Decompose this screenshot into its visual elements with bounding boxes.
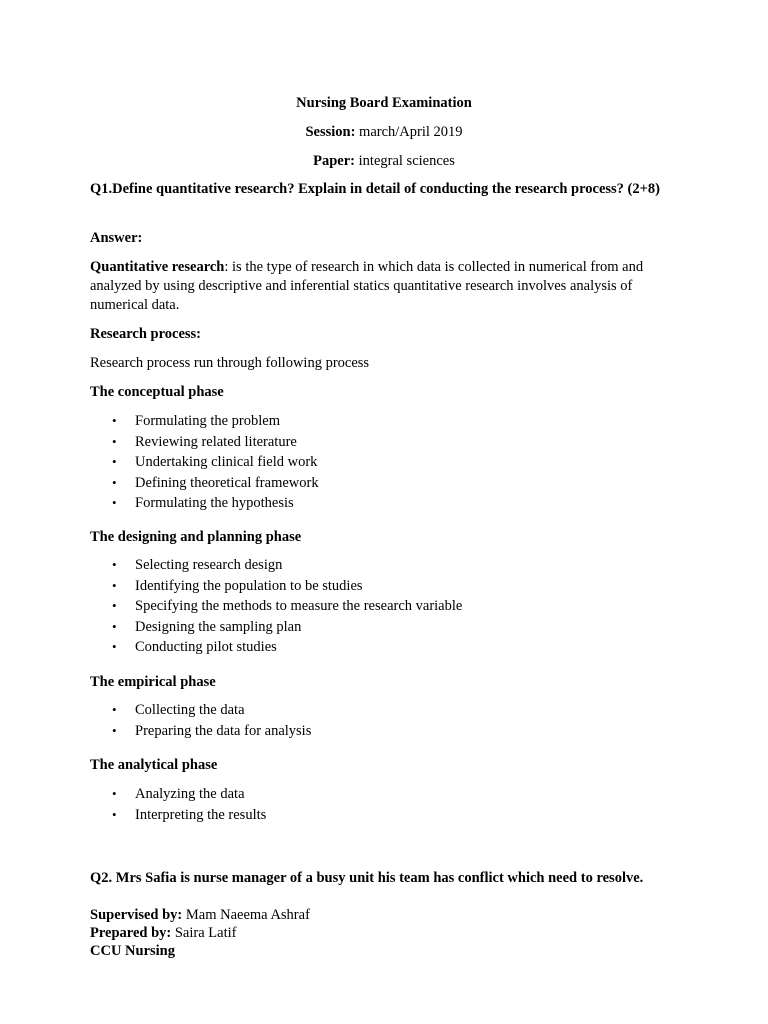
list-item: • Designing the sampling plan [90,617,690,638]
list-item: • Identifying the population to be studies [90,576,690,597]
bullet-icon: • [112,722,117,738]
session-value: march/April 2019 [355,124,463,140]
prepared-value: Saira Latif [171,925,237,941]
bullet-icon: • [112,433,117,449]
supervised-value: Mam Naeema Ashraf [182,907,310,923]
bullet-icon: • [112,639,117,655]
list-item: • Formulating the hypothesis [90,493,690,514]
q1-question: Q1.Define quantitative research? Explain in detail of conducting the research process? (2+8) [90,181,660,197]
list-item: • Conducting pilot studies [90,637,690,658]
bullet-icon: • [112,474,117,490]
list-item: • Preparing the data for analysis [90,721,690,742]
list-item: • Specifying the methods to measure the research variable [90,596,690,617]
phase-list-conceptual [90,411,690,514]
prepared-label: Prepared by: [90,925,172,941]
phase-list-designing [90,555,690,658]
phase-list-empirical [90,700,690,741]
list-item: • Reviewing related literature [90,432,690,453]
list-item: • Analyzing the data [90,784,690,805]
bullet-icon: • [112,577,117,593]
bullet-icon: • [112,495,117,511]
list-item: • Interpreting the results [90,805,690,826]
list-item: • Collecting the data [90,700,690,721]
phase-list-analytical [90,784,690,825]
bullet-icon: • [112,618,117,634]
department-line: CCU Nursing [90,943,175,959]
list-item: • Defining theoretical framework [90,473,690,494]
paper-value: integral sciences [355,153,455,169]
answer-label: Answer: [90,230,143,246]
bullet-icon: • [112,598,117,614]
bullet-icon: • [112,454,117,470]
process-intro: Research process run through following process [90,355,370,371]
bullet-icon: • [112,557,117,572]
list-item: • Undertaking clinical field work [90,452,690,473]
bullet-icon: • [112,413,117,428]
list-item: • Formulating the problem [90,411,690,432]
phase-heading-designing: The designing and planning phase [90,529,302,545]
phase-heading-empirical: The empirical phase [90,674,216,690]
phase-heading-conceptual: The conceptual phase [90,384,224,400]
session-line [0,123,768,141]
quantitative-definition [90,258,685,315]
definition-term: Quantitative research [90,259,225,275]
document-title: Nursing Board Examination [296,95,472,111]
process-heading: Research process: [90,326,202,342]
supervised-by-line [90,906,310,924]
phase-heading-analytical: The analytical phase [90,757,218,773]
definition-text: : is the type of research in which data is collected in numerical from and analyzed by using descriptive and inferential statics quantitative research involves analysis of numerical data. [90,259,644,313]
q2-question: Q2. Mrs Safia is nurse manager of a busy unit his team has conflict which need to resolve. [90,870,644,886]
list-item: • Selecting research design [90,555,690,576]
paper-label: Paper: [313,153,356,169]
prepared-by-line [90,924,236,942]
paper-line [0,152,768,170]
session-label: Session: [305,124,356,140]
bullet-icon: • [112,786,117,801]
bullet-icon: • [112,806,117,822]
bullet-icon: • [112,702,117,717]
supervised-label: Supervised by: [90,907,183,923]
